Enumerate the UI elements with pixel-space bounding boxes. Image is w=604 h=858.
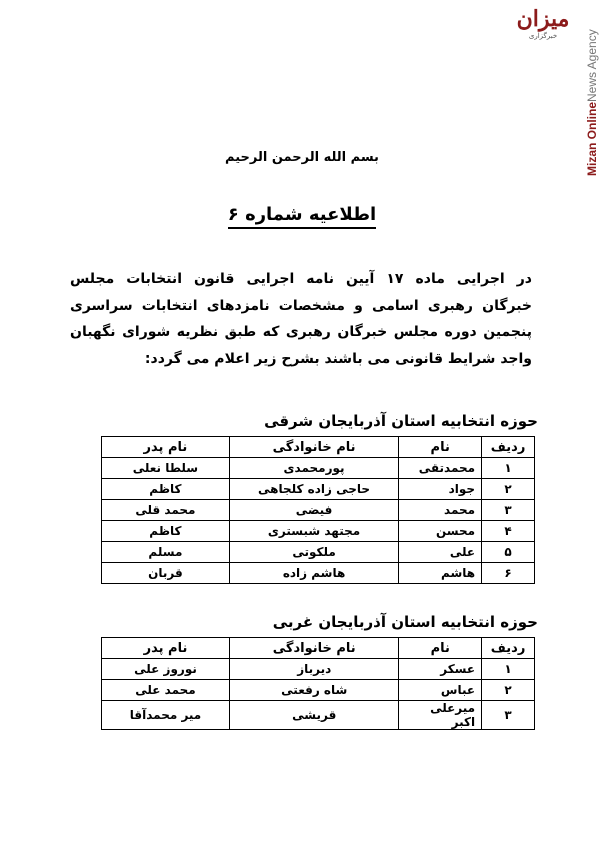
cell-name: جواد <box>399 479 482 500</box>
section-heading-west-azerbaijan: حوزه انتخابیه استان آذربایجان غربی <box>272 613 538 631</box>
cell-father: سلطا نعلی <box>102 458 230 479</box>
table-row <box>102 659 535 680</box>
logo-subtitle: خبرگزاری <box>528 32 558 40</box>
cell-rank: ۲ <box>482 680 535 701</box>
cell-family: قریشی <box>229 701 399 730</box>
header-rank: ردیف <box>482 437 535 458</box>
cell-rank: ۴ <box>482 521 535 542</box>
body-line: پنجمین دوره مجلس خبرگان رهبری که طبق نظریه شورای نگهبان <box>70 324 532 340</box>
header-name: نام <box>399 638 482 659</box>
header-rank: ردیف <box>482 638 535 659</box>
cell-name: عباس <box>399 680 482 701</box>
cell-family: مجتهد شبستری <box>229 521 399 542</box>
table-row <box>102 680 535 701</box>
cell-rank: ۶ <box>482 563 535 584</box>
cell-family: شاه رفعتی <box>229 680 399 701</box>
table-row <box>102 500 535 521</box>
table-row <box>102 458 535 479</box>
cell-name: علی <box>399 542 482 563</box>
header-family: نام خانوادگی <box>229 437 399 458</box>
cell-father: کاظم <box>102 479 230 500</box>
cell-name: محسن <box>399 521 482 542</box>
cell-family: پورمحمدی <box>229 458 399 479</box>
candidates-table-west-azerbaijan <box>101 637 535 730</box>
cell-rank: ۲ <box>482 479 535 500</box>
agency-logo <box>508 6 578 46</box>
cell-family: ملکوتی <box>229 542 399 563</box>
cell-family: دیرباز <box>229 659 399 680</box>
cell-name: محمدتقی <box>399 458 482 479</box>
table-row <box>102 521 535 542</box>
cell-name: عسکر <box>399 659 482 680</box>
cell-rank: ۳ <box>482 500 535 521</box>
body-line: در اجرایی ماده ۱۷ آیین نامه اجرایی قانون انتخابات مجلس <box>70 271 532 287</box>
table-header-row <box>102 638 535 659</box>
announcement-body <box>70 266 532 372</box>
cell-family: حاجی زاده کلجاهی <box>229 479 399 500</box>
cell-father: میر محمدآقا <box>102 701 230 730</box>
basmala: بسم الله الرحمن الرحیم <box>225 150 379 165</box>
section-heading-east-azerbaijan: حوزه انتخابیه استان آذربایجان شرقی <box>264 412 538 430</box>
header-family: نام خانوادگی <box>229 638 399 659</box>
cell-father: محمد قلی <box>102 500 230 521</box>
table-header-row <box>102 437 535 458</box>
cell-rank: ۱ <box>482 659 535 680</box>
table-row <box>102 563 535 584</box>
agency-name-rest: News Agency <box>585 29 599 103</box>
cell-name: محمد <box>399 500 482 521</box>
table-row <box>102 701 535 730</box>
candidates-table-east-azerbaijan <box>101 436 535 584</box>
cell-rank: ۵ <box>482 542 535 563</box>
header-father: نام پدر <box>102 437 230 458</box>
cell-father: قربان <box>102 563 230 584</box>
header-name: نام <box>399 437 482 458</box>
cell-rank: ۳ <box>482 701 535 730</box>
body-line: خبرگان رهبری اسامی و مشخصات نامزدهای انتخابات سراسری <box>70 297 532 314</box>
cell-family: فیضی <box>229 500 399 521</box>
table-row <box>102 542 535 563</box>
agency-name-bold: Mizan Online <box>585 102 599 177</box>
cell-name: میرعلی اکبر <box>399 701 482 730</box>
cell-father: کاظم <box>102 521 230 542</box>
cell-father: مسلم <box>102 542 230 563</box>
announcement-title <box>0 204 604 225</box>
cell-rank: ۱ <box>482 458 535 479</box>
table-row <box>102 479 535 500</box>
header-father: نام پدر <box>102 638 230 659</box>
cell-father: نوروز علی <box>102 659 230 680</box>
logo-mark: میزان <box>516 6 570 32</box>
announcement-title-text: اطلاعیه شماره ۶ <box>228 204 376 229</box>
cell-family: هاشم زاده <box>229 563 399 584</box>
cell-father: محمد علی <box>102 680 230 701</box>
cell-name: هاشم <box>399 563 482 584</box>
body-line: واجد شرایط قانونی می باشند بشرح زیر اعلام می گردد: <box>144 350 532 367</box>
